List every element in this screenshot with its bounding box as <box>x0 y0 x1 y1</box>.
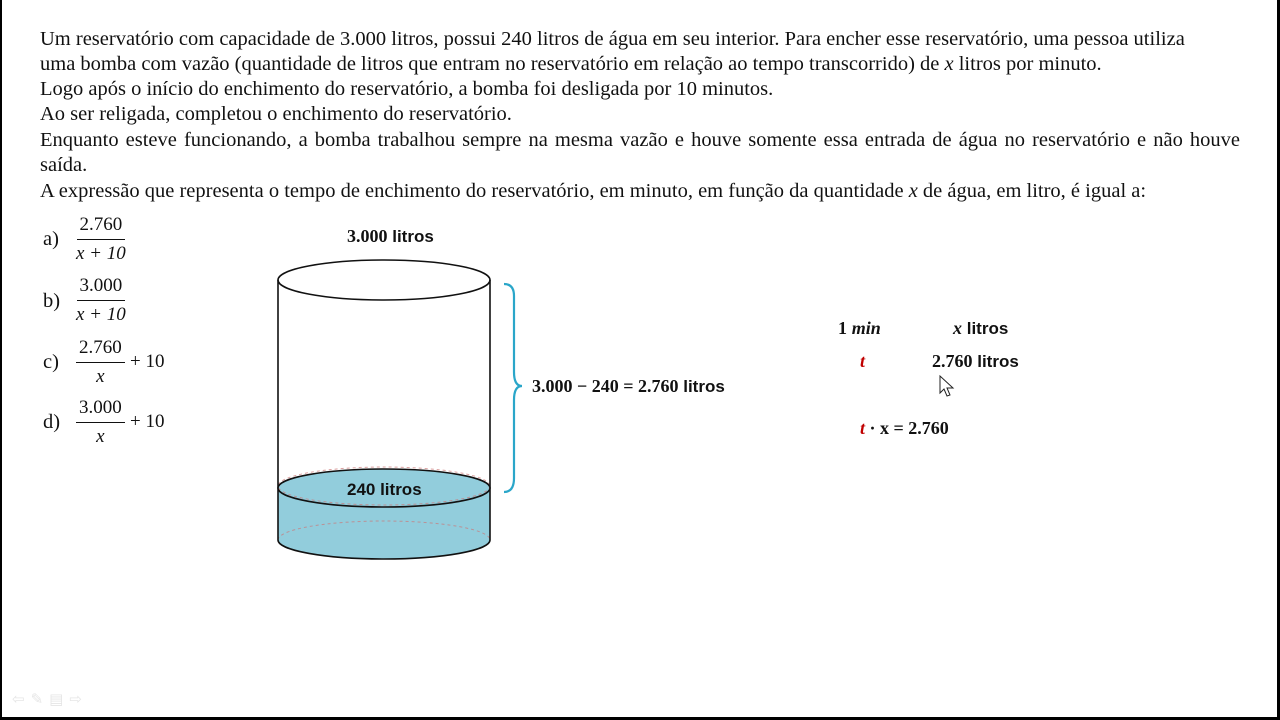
problem-text-3: Logo após o início do enchimento do reservatório, a bomba foi desligada por 10 minutos. <box>40 78 774 100</box>
problem-text-5: Enquanto esteve funcionando, a bomba trabalhou sempre na mesma vazão e houve somente essa entrada de água no reservatório e não houve saída. <box>40 129 1240 176</box>
option-b-letter: b) <box>43 290 61 312</box>
option-c-suffix: + 10 <box>130 351 165 372</box>
next-arrow-icon[interactable]: ⇨ <box>69 690 82 708</box>
option-c-denominator: x <box>96 366 105 387</box>
time-unit-min: min <box>851 318 881 338</box>
difference-label <box>532 376 725 397</box>
problem-text-1: Um reservatório com capacidade de 3.000 litros, possui 240 litros de água em seu interior. Para encher esse reservatório, uma pessoa utiliza <box>40 28 1185 50</box>
equation-rest: · x = 2.760 <box>865 418 949 438</box>
initial-water-label: 240 litros <box>347 480 422 499</box>
variable-x: x <box>908 180 918 202</box>
pen-icon[interactable]: ✎ <box>30 690 44 708</box>
equation-t: t <box>860 418 866 438</box>
proportion-equation <box>860 418 949 439</box>
menu-icon[interactable]: ▤ <box>49 690 64 708</box>
variable-x: x <box>944 53 954 75</box>
proportion-volume-value <box>932 351 1019 372</box>
volume-unit: litros <box>962 319 1009 338</box>
slideshow-controls[interactable] <box>12 690 82 708</box>
option-d-numerator: 3.000 <box>76 397 125 423</box>
option-b-numerator: 3.000 <box>77 275 126 301</box>
problem-text-2b: litros por minuto. <box>953 53 1102 75</box>
option-d-letter: d) <box>43 411 61 433</box>
difference-unit: litros <box>678 377 725 396</box>
option-a-numerator: 2.760 <box>77 214 126 240</box>
brace <box>504 284 522 492</box>
problem-text-6a: A expressão que representa o tempo de enchimento do reservatório, em minuto, em função da quantidade <box>40 180 909 202</box>
option-c-numerator: 2.760 <box>76 337 125 363</box>
option-b-denominator: x + 10 <box>76 304 126 325</box>
capacity-unit: litros <box>387 227 434 246</box>
volume-var-x: x <box>953 318 962 338</box>
time-var-t: t <box>860 351 866 371</box>
previous-arrow-icon[interactable]: ⇦ <box>12 690 25 708</box>
slide <box>2 0 1277 717</box>
difference-expression: 3.000 − 240 = 2.760 <box>532 376 679 396</box>
problem-text-4: Ao ser religada, completou o enchimento do reservatório. <box>40 103 512 125</box>
proportion-time-header <box>838 318 881 339</box>
option-d-denominator: x <box>96 426 105 447</box>
volume-value-unit: litros <box>972 352 1019 371</box>
option-a-denominator: x + 10 <box>76 243 126 264</box>
capacity-value: 3.000 <box>347 226 388 246</box>
proportion-volume-header <box>953 318 1008 339</box>
cylinder-top <box>278 260 490 300</box>
problem-text-6b: de água, em litro, é igual a: <box>917 180 1147 202</box>
capacity-label <box>347 226 434 247</box>
option-a-letter: a) <box>43 228 59 250</box>
time-one: 1 <box>838 318 847 338</box>
problem-text-2a: uma bomba com vazão (quantidade de litros que entram no reservatório em relação ao tempo transcorrido) de <box>40 53 945 75</box>
option-c-letter: c) <box>43 351 59 373</box>
reservoir-diagram <box>2 0 1277 717</box>
proportion-time-t <box>860 351 865 372</box>
option-d-suffix: + 10 <box>130 411 165 432</box>
volume-value: 2.760 <box>932 351 973 371</box>
